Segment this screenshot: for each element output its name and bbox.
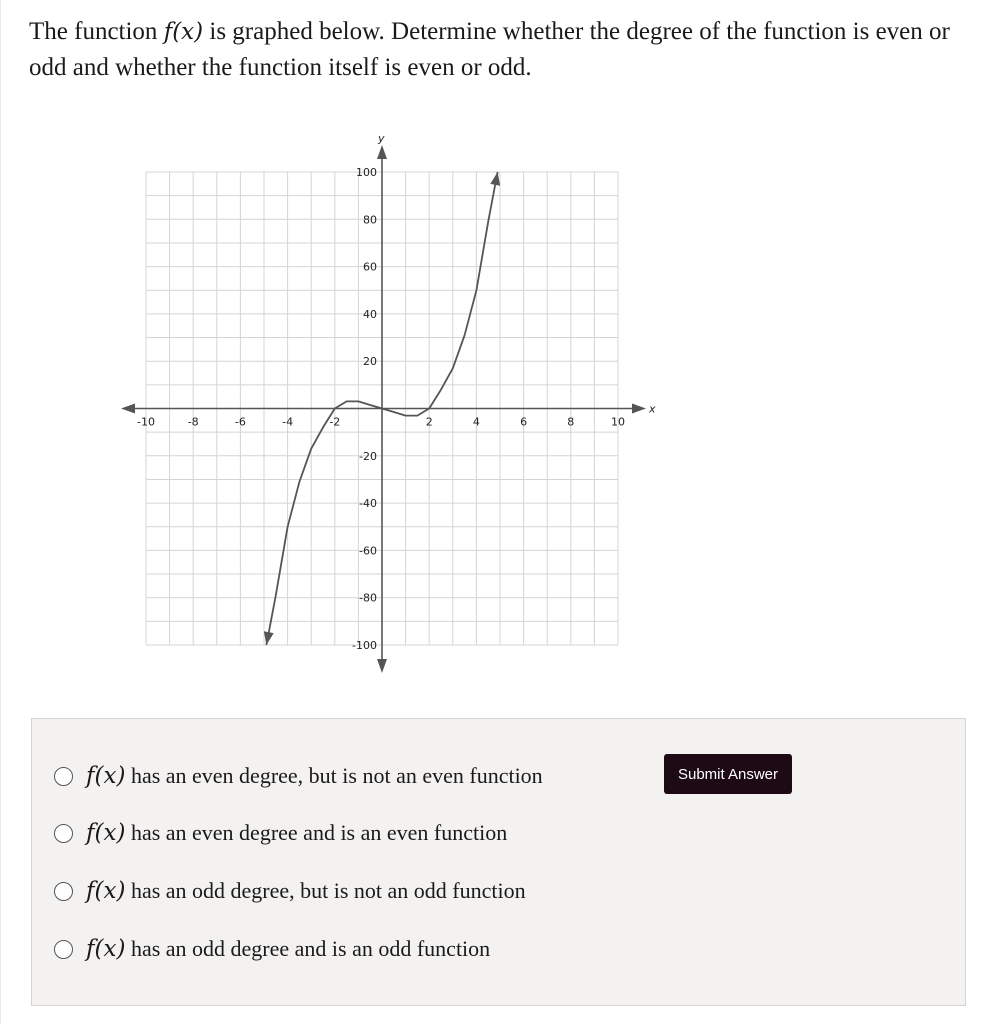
choice-odd-degree-odd[interactable] bbox=[54, 935, 490, 963]
y-tick-label: -60 bbox=[359, 544, 377, 558]
x-tick-label: 8 bbox=[567, 415, 575, 429]
x-axis-label: x bbox=[649, 402, 656, 416]
function-symbol: f(x) bbox=[163, 19, 204, 45]
x-tick-label: 6 bbox=[520, 415, 528, 429]
answer-panel bbox=[31, 718, 966, 1006]
x-tick-label: 10 bbox=[611, 415, 625, 429]
y-tick-label: 20 bbox=[363, 355, 377, 369]
y-tick-label: 40 bbox=[363, 307, 377, 321]
choice-label: f(x) has an even degree, but is not an even function bbox=[86, 763, 543, 789]
curve-bottom-arrow bbox=[264, 631, 274, 645]
radio-button[interactable] bbox=[54, 767, 73, 786]
y-axis-top-arrow bbox=[377, 145, 387, 159]
x-tick-label: -6 bbox=[234, 415, 246, 429]
x-tick-label: 4 bbox=[472, 415, 480, 429]
y-tick-label: 60 bbox=[363, 260, 377, 274]
choice-label: f(x) has an odd degree, but is not an odd function bbox=[86, 878, 526, 904]
function-graph bbox=[101, 125, 671, 685]
choice-label: f(x) has an even degree and is an even function bbox=[86, 820, 508, 846]
y-axis-bottom-arrow bbox=[377, 659, 387, 673]
x-axis-right-arrow bbox=[632, 404, 646, 414]
choice-even-degree-not-even[interactable] bbox=[54, 762, 543, 790]
y-tick-label: 80 bbox=[363, 213, 377, 227]
question-suffix: is graphed below. Determine whether the degree of the function is even or odd and whether the function itself is even or odd. bbox=[29, 18, 950, 81]
x-tick-label: -4 bbox=[282, 415, 294, 429]
x-tick-label: 2 bbox=[425, 415, 433, 429]
radio-button[interactable] bbox=[54, 882, 73, 901]
question-text bbox=[29, 14, 979, 86]
y-tick-label: -40 bbox=[359, 497, 377, 511]
y-axis-label: y bbox=[378, 132, 385, 145]
y-tick-label: 100 bbox=[356, 166, 377, 179]
y-tick-label: -20 bbox=[359, 449, 377, 463]
x-tick-label: -8 bbox=[187, 415, 199, 429]
radio-button[interactable] bbox=[54, 824, 73, 843]
choice-label: f(x) has an odd degree and is an odd function bbox=[86, 936, 491, 962]
x-axis-left-arrow bbox=[121, 404, 135, 414]
curve-top-arrow bbox=[490, 172, 500, 186]
y-tick-label: -80 bbox=[359, 591, 377, 605]
y-tick-label: -100 bbox=[352, 639, 377, 652]
x-tick-label: -2 bbox=[329, 415, 341, 429]
submit-answer-button[interactable]: Submit Answer bbox=[664, 754, 792, 794]
x-tick-label: -10 bbox=[137, 415, 155, 429]
radio-button[interactable] bbox=[54, 940, 73, 959]
choice-even-degree-even[interactable] bbox=[54, 819, 507, 847]
question-prefix: The function bbox=[29, 18, 164, 45]
choice-odd-degree-not-odd[interactable] bbox=[54, 877, 526, 905]
